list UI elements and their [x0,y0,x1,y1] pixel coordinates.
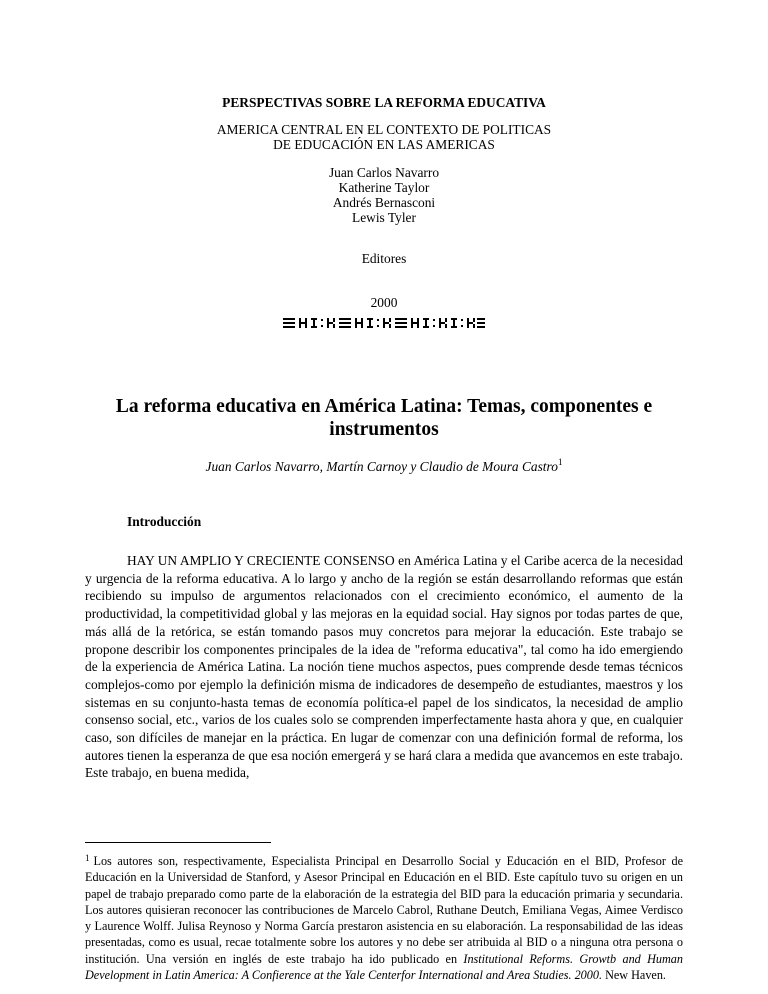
chapter-title-line: La reforma educativa en América Latina: Temas, componentes e [115,396,653,417]
section-heading: Introducción [127,514,202,529]
editor-name: Andrés Bernasconi [332,195,436,210]
chapter-title-line: instrumentos [329,419,439,440]
footnote-marker: 1 [85,853,90,863]
footnote-divider [85,842,271,843]
footnote-citation-tail: New Haven. [602,968,666,983]
book-title-line: AMERICA CENTRAL EN EL CONTEXTO DE POLITICAS [216,122,552,137]
series-title: PERSPECTIVAS SOBRE LA REFORMA EDUCATIVA [222,95,546,110]
editor-name: Juan Carlos Navarro [328,165,440,180]
footnote-citation: Institutional Reforms. Growtb and Human Development in Latin America: A Confierence at the Yale Centerfor International and Area Studies. 2000. [85,951,683,983]
footnote-reference[interactable]: 1 [557,457,563,467]
chapter-authors [0,459,768,474]
authors-text: Juan Carlos Navarro, Martín Carnoy y Claudio de Moura Castro [205,459,558,474]
chapter-title [0,395,768,441]
book-title-line: DE EDUCACIÓN EN LAS AMERICAS [273,137,495,152]
book-title [0,122,768,152]
publication-year: 2000 [370,295,398,310]
decorative-ornament [283,316,485,330]
editor-name: Lewis Tyler [352,210,416,225]
footnote [85,853,683,983]
editors-list [0,165,768,225]
editor-name: Katherine Taylor [338,180,430,195]
footnote-text: Los autores son, respectivamente, Especialista Principal en Desarrollo Social y Educación en el BID, Profesor de Educación en la Universidad de Stanford, y Asesor Principal en Educación en el BID. Este capítulo tuvo su origen en un papel de trabajo preparado como parte de la elaboración de la estrategia del BID para la educación primaria y secundaria. Los autores quisieran reconocer las contribuciones de Marcelo Cabrol, Ruthane Deutch, Emiliana Vegas, Aimee Verdisco y Laurence Wolff. Julisa Reynoso y Norma García prestaron asistencia en su elaboración. La responsabilidad de las ideas presentadas, como es usual, recae totalmente sobre los autores y no debe ser atribuida al BID o a ninguna otra persona o institución. Una versión en inglés de este trabajo ha ido publicado en [85,854,683,966]
body-paragraph: HAY UN AMPLIO Y CRECIENTE CONSENSO en América Latina y el Caribe acerca de la necesidad y urgencia de la reforma educativa. A lo largo y ancho de la región se están desarrollando reformas que están recibiendo su impulso de argumentos relacionados con el crecimiento económico, el aumento de la productividad, la competitividad global y las mejoras en la equidad social. Hay signos por todas partes de que, más allá de la retórica, se están tomando pasos muy concretos para mejorar la educación. Este trabajo se propone describir los componentes principales de la idea de "reforma educativa", tal como ha ido emergiendo de la experiencia de América Latina. La noción tiene muchos aspectos, pues comprende desde temas técnicos complejos-como por ejemplo la definición misma de indicadores de desempeño de estudiantes, maestros y los sistemas en su conjunto-hasta temas de economía política-el papel de los sindicatos, la necesidad de amplio consenso social, etc., varios de los cuales solo se comprenden imperfectamente hasta ahora y que, en cualquier caso, son difíciles de manejar en la práctica. En lugar de comenzar con una definición formal de reforma, los autores tienen la esperanza de que esa noción emergerá y se hará clara a medida que avancemos en este trabajo. Este trabajo, en buena medida, [85,553,683,781]
editors-label: Editores [361,251,407,266]
